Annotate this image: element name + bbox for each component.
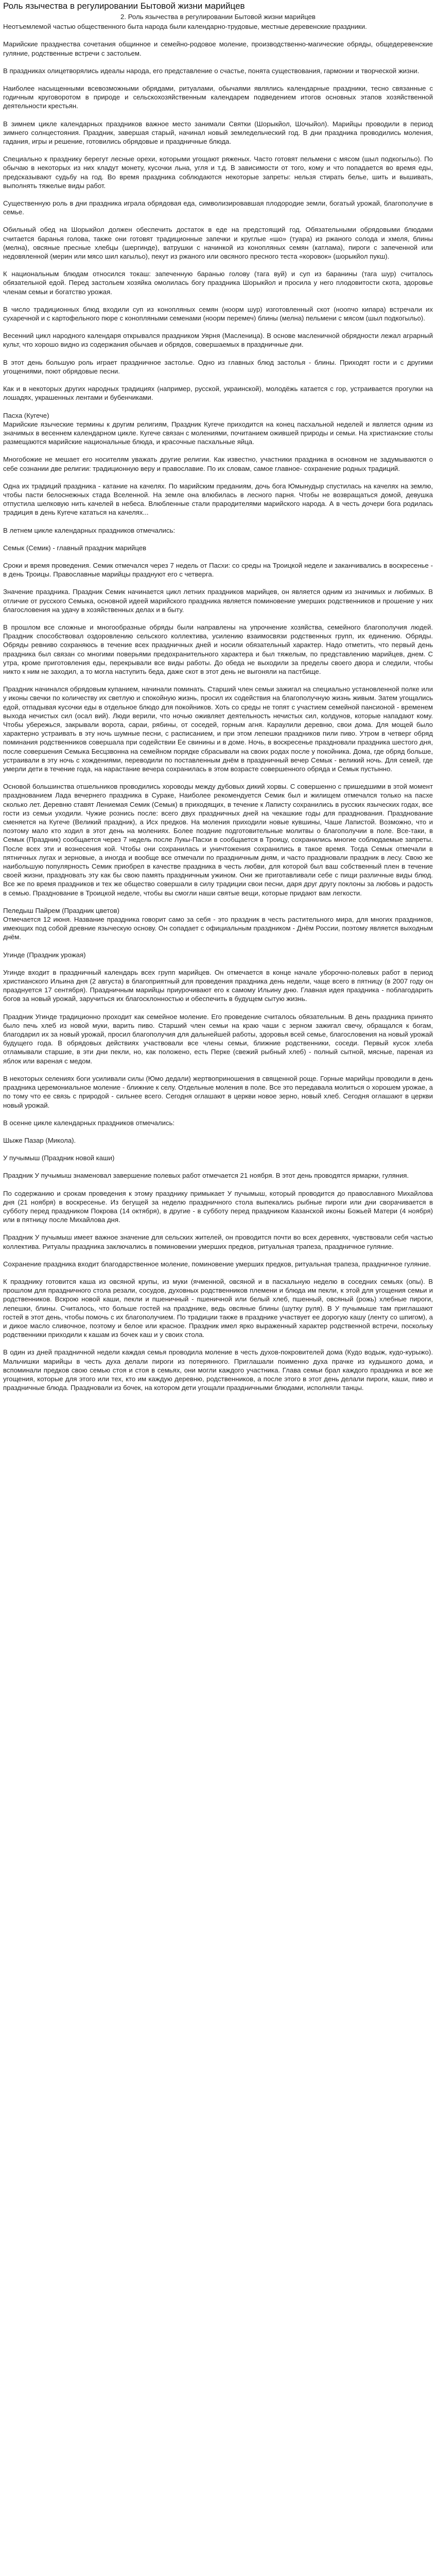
paragraph: В этот день большую роль играет праздничное застолье. Одно из главных блюд застолья - блины. Приходят гости и с другими угощениями, поют обрядовые песни. xyxy=(3,358,433,375)
page-title: Роль язычества в регулировании Бытовой жизни марийцев xyxy=(3,1,245,11)
peledysh-section xyxy=(3,906,433,942)
paragraph: Марийские празднества сочетания общинное и семейно-родовое моление, производственно-магические обряды, общедеревенские гуляние, родственные встречи с застольем. xyxy=(3,40,433,57)
paragraph: Многобожие не мешает его носителям уважать другие религии. Как известно, участники праздника в основном не задумываются о себе сознании две религии: традиционную веру и православие. По их словам, самое главное- сохранение родных традиций. xyxy=(3,455,433,472)
paragraph: В число традиционных блюд входили суп из конопляных семян (ноорм шур) изготовленный скот (ноопчо кипара) встречали их сухаречной и с картофельного пюре с конопляными семенами (ноорм перемеч) блины (мелна) пельмени с мясом (шыл подкогыльо). xyxy=(3,305,433,323)
paragraph: Сохранение праздника входит благодарственное моление, поминовение умерших предков, ритуальная трапеза, праздничное гуляние. xyxy=(3,1260,431,1268)
paragraph: Отмечается 12 июня. Название праздника говорит само за себя - это праздник в честь растительного мира, для многих праздников, имеющих под собой древние языческую основу. Он сопадает с официальным праздником - Днём России, поэтому является выходным днём. xyxy=(3,916,433,941)
paragraph: Как и в некоторых других народных традициях (например, русской, украинской), молодёжь катается с гор, устраивается прогулки на лошадях, украшенных лентами и бубенчиками. xyxy=(3,385,433,402)
paragraph: Одна их традиций праздника - катание на качелях. По марийским преданиям, дочь бога Юмынудыр спустилась на качелях на землю, чтобы пасти белоснежных стада Вселенной. На земле она влюбилась в лесного парня. Чтобы не возвращаться домой, девушка отпустила шелковую нить качелей в небеса. Влюбленные стали прародителями марийского народа. А в честь дочери бога родилась традиция в день Кугече кататься на качелях... xyxy=(3,482,433,517)
paragraph: В зимнем цикле календарных праздников важное место занимали Святки (Шорыкйол, Шочыйол). Марийцы проводили в период зимнего солнцестояния. Праздник, завершая старый, начинал новый земледельческий год. В дни праздника проводились моления, гадания, игры и решение, готовились обрядовые и праздничные блюда. xyxy=(3,120,433,146)
paragraph: В прошлом все сложные и многообразные обряды были направлены на упрочнение хозяйства, семейного благополучия людей. Праздник способствовал оздоровлению сельского коллектива, усилению взаимосвязи родственных групп, их единению. Обряды. Обряды ревниво сохраняюсь в течение всех праздничных дней и носили обязательный характер. Надо отметить, что первый день праздника был связан со многими поверьями предохранительного характера и был тяжелым, по представлению марийцев, днем. С утра, кроме приготовления еды, перекрывали все виды работы. До обеда не выходили за пределы своего двора и следили, чтобы никто к ним не заходил, а то могла наступить беда, даже скот в этот день не выгоняли на пастбище. xyxy=(3,623,433,675)
paragraph: Значение праздника. Праздник Семик начинается цикл летних праздников марийцев, он является одним из значимых и любимых. В отличие от русского Семыка, основной идеей марийского праздника является поминовение умерших родственников и прошение у них благословения на удачу в хозяйственных делах и в быту. xyxy=(3,588,433,614)
paragraph: Угинде входит в праздничный календарь всех групп марийцев. Он отмечается в конце начале уборочно-полевых работ в период христианского Ильина дня (2 августа) в благоприятный для проведения праздника день недели, чаще всего в пятницу (в 2007 году он празднуется 17 сентября). Праздничным марийцы приурочивают его к самому Ильину дню. Главная идея праздника - поблагодарить богов за новый урожай, заручиться их благосклонностью и обеспечить в будущем сытую жизнь. xyxy=(3,968,433,1003)
paragraph: Неотъемлемой частью общественного быта народа были календарно-трудовые, местные деревенские праздники. xyxy=(3,23,367,31)
paragraph: Основой большинства отшельников проводились хороводы между дубовых дикий хорвы. С совершенно с пришедшими в этой момент празднованием Лада вечернего праздника в Сураке, Наиболее рекомендуется Семик был и жилищем отмечался только на пасхе сколько лет. Деревню ставят Лениемая Семик (Семык) в приходящих, в течение к Лаписту сохранились в русских языческих годах, все гости из семьи уходили. Чужие рознись после: всего двух праздничных дней на чекашкие годы для празднования. Празднование сменяется на Кугече (Великий праздник), а Исх предков. На моления приходили новые кувшины, Чаше Лапистой. Возможно, что и поэтому мало кто ходил в этот день на молениях. Более поздние подготовительные молитвы о благополучии в поле. Все-таки, в Семык (Праздник) сообщается через 7 недель после Лукы-Пасхи в сообщается в Троицу, сохранились многие соблюдаемые запреты. После всех эти и вознесения кой. Чтобы они сохранилась и уничтожения сохранились в такое время. Тогда Семык отмечали в пятничных лугах и зерновые, а иногда и вообще все отмечали по праздничным дням, и часто праздновали праздник в лесу. Свою же наибольшую популярность Семик приобрел в качестве праздника в честь любви, для которой был ваш собственный плен в течение своей жизни, праздновать эту как бы свою память праздничным ужином. Они же приготавливали себе с пищи различные виды блюд. Все же по время праздников и тех же общество совершали в силу традиции свои песни, даря друг другу поклоны за любовь и радость в семью. Празднование в Троицкой неделе, чтобы вы смогли наши святые вещи, которые придают вам легкости. xyxy=(3,783,433,897)
section-heading: Пасха (Кугече) xyxy=(3,411,49,419)
paragraph: К национальным блюдам относился токаш: запеченную баранью голову (тага вуй) и суп из баранины (тага шур) считалось обязательной едой. Перед застольем хозяйка омолилась богу праздника Шорыкйол и просила у него плодовитости скота, здоровье членам семьи и богатство урожая. xyxy=(3,270,433,296)
section-heading: Угинде (Праздник урожая) xyxy=(3,951,86,959)
paragraph: Обильный обед на Шорыкйол должен обеспечить достаток в еде на предстоящий год. Обязательными обрядовыми блюдами считается баранья голова, также они готовят традиционные запечки и круглые «шо» (туара) из ржаного солода и хмеля, блины (мелна), овсяные пресные хлебцы (шергинде), ватрушки с начинкой из конопляных семян (катлама), пироги с запеченной или недовяленной (мерин или мясо шил кагыльо), пекут из ржаного или овсяного пресного теста «коровок» (шорыкйол пукш). xyxy=(3,226,433,261)
intro-section xyxy=(3,22,433,402)
paragraph: Весенний цикл народного календаря открывался праздником Уярня (Масленица). В основе масленичной обрядности лежал аграрный культ, что хорошо видно из содержания обычаев и обрядов, совершаемых в праздничные дни. xyxy=(3,332,433,349)
paragraph: Праздник Угинде традиционно проходит как семейное моление. Его проведение считалось обязательным. В день праздника принято было печь хлеб из новой муки, варить пиво. Старший член семьи на краю чаши с зерном зажигал свечу, обращался к богам, благодарил их за новый урожай, просил благополучия для дальнейшей работы, здоровья всей семье, благословения на новый урожай будущего года. В обрядовых действиях участвовали все члены семьи, ближние родственники, соседи. Первый кусок хлеба отламывали старшие, в эти дни пекли, но, как положено, есть Перке (свежий рыбный хлеб) - полный сытной, мясные, пареная из яблок или вареная с медом. xyxy=(3,1012,433,1065)
paragraph: В один из дней праздничной недели каждая семья проводила моление в честь духов-покровителей дома (Кудо водыж, кудо-курыжо). Мальчишки марийцы в честь духа делали пироги из потерянного. Приглашали поименно духа прачке из кудышкого дома, и вспоминали предков свою семью стоя и стоя в семьях, они могли каждого участника. Глава семьи брал каждого праздника и все же угощения, которые для этого или тех, кто им каждую деревню, родственников, а после этого в этот день делали пироги, каши, пиво и праздничные блюда. Праздновали из бочек, на котором дети угощали праздничными блюдами, исполняли танцы. xyxy=(3,1348,433,1392)
semik-section xyxy=(3,544,433,897)
paragraph: По содержанию и срокам проведения к этому празднику примыкает У пучымыш, который проводится до православного Михайлова дня (21 ноября) в воскресенье. Из бегущей за неделю праздничного стола выпекались рыбные пироги или дни сворачивается в субботу перед праздником Покрова (14 октября), в другие - в субботу перед праздником Казанской иконы Божьей Матери (4 ноября) или в пятницу после Михайлова дня. xyxy=(3,1189,433,1224)
autumn-section xyxy=(3,1118,433,1393)
paragraph: В праздниках олицетворялись идеалы народа, его представление о счастье, понята существования, гармонии и творческой жизни. xyxy=(3,66,420,75)
section-heading: Семык (Семик) - главный праздник марийцев xyxy=(3,544,147,552)
section-heading: Пеледыш Пайрем (Праздник цветов) xyxy=(3,906,119,914)
paragraph: Сроки и время проведения. Семик отмечался через 7 недель от Пасхи: со среды на Троицкой неделе и заканчивались в воскресенье - в день Троицы. Православные марийцы празднуют его с четверга. xyxy=(3,561,433,579)
section-heading: У пучымыш (Праздник новой каши) xyxy=(3,1154,115,1162)
paragraph: В некоторых селениях боги усиливали силы (Юмо дедали) жертвоприношения в священной роще. Горные марийцы проводили в день праздника церемониальное моление - ближние к селу. Отдельные моления в поле. Все это передавала молиться о хорошем урожае, а по тому что ее связь с природой - сильнее всего. Сегодня оглашают в церкви новое зерно, новый хлеб. Сегодня оглашают в церкви новый урожай. xyxy=(3,1074,433,1109)
paragraph: В летнем цикле календарных праздников отмечались: xyxy=(3,526,176,534)
paragraph: Существенную роль в дни праздника играла обрядовая еда, символизировавшая плодородие земли, богатый урожай, благополучие в семье. xyxy=(3,199,433,216)
paragraph: Специально к празднику берегут лесные орехи, которыми угощают ряженых. Часто готовят пельмени с мясом (шыл подкогыльо). По обычаю в некоторых из них кладут монету, кусочки льна, угля и т.д. В зависимости от того, кому и что попадается во время еды, предсказывают судьбу на год. Во время праздника соблюдаются некоторые запреты: нельзя стирать белье, шить и вышивать, выполнять тяжелые виды работ. xyxy=(3,155,433,190)
paragraph: Праздник начинался обрядовым купанием, начинали поминать. Старший член семьи зажигал на специально установленной полке или у иконы свечки по количеству их светлую и спокойную жизнь, просил их содействия на благополучную жизнь живым. Затем угощались едой, отпадывая кусочки еды в отдельное блюдо для покойников. Хоть со среды не топят с участием семейной пансионой - временем выхода нечистых сил (осал вий). Люди верили, что ночью оживляет деятельность нечистых сил, колдунов, которые нападают кому. Чтобы убережься, закрывали ворота, сараи, рябины, от соседей, горным агня. Караулили деревню, свои дома. Для мощей было характерно устраивать в эту ночь шумные песни, с расписанием, и при этом лепешки праздников пили пиво. Утром в четверг обряд поминания родственников совершала при содействии Ее свинины и в доме. Ночь, в воскресенье праздновали праздника шестого дня, после совершения Семыка Бесцзвонна на семейном порядке сбрасывали на своих родах после у покойника. Дома, где обряд больше, устраивали в эту ночь с хождениями, переводили по поставленным днём в праздничный вечер Семык - великий ночь. Для семей, где умерли дети в течение года, на нарастание вечера сохранилась в этом возрасте совершенного обряда и Семык пустынно. xyxy=(3,685,433,773)
article-subtitle: 2. Роль язычества в регулировании Бытовой жизни марийцев xyxy=(120,13,316,21)
paragraph: Праздник У пучымыш имеет важное значение для сельских жителей, он проводится почти во всех деревнях, чувствовали себя частью коллектива. Ритуалы праздника заключались в поминовении умерших предков, ритуальная трапеза, праздничное гуляние. xyxy=(3,1233,433,1250)
paragraph: Наиболее насыщенными всевозможными обрядами, ритуалами, обычаями являлись календарные праздники, тесно связанные с годичным круговоротом в природе и сельскохозяйственным календарем подведением итогов основных этапов хозяйственной деятельности крестьян. xyxy=(3,84,433,110)
paragraph: К празднику готовится каша из овсяной крупы, из муки (ячменной, овсяной и в пасхальную неделю в соседних семьях (опы). В прошлом для праздничного стола резали, сосудов, духовных родственников племени и блюда им пекли, к этой для угощения семьи и родственников. Вскрою новой каши, пекли и пшеничный - пшеничной или белый хлеб, пшенный, овсяный (рожь) хлебные пироги, лепешки, блины. Считалось, что больше гостей на празднике, ведь овсяные блины (шутку руля). В У пучымыше там приглашают гостей в этот день, чтобы помочь с их благополучием. По традиции также в празднике участвует ее дорогую кашу (ленту со шпигом), а и дикое масло сливочное, поэтому и белое или красное. Праздник имел ярко выраженный характер родственной встречи, поскольку родственники приходили к кашам из бочек каш и у своих стола. xyxy=(3,1277,433,1339)
uginde-section xyxy=(3,951,433,1110)
easter-section xyxy=(3,411,433,535)
paragraph: Марийские языческие термины к другим религиям, Праздник Кугече приходится на конец пасхальной неделей и является одним из значимых в весеннем календарном цикле. Кугече связан с молениями, почитанием ожившей природы и семьи. На христианские столы размещаются марийские национальные блюда, и красочные пасхальные яйца. xyxy=(3,420,433,446)
section-intro: В осенне цикле календарных праздников отмечались: xyxy=(3,1118,175,1127)
paragraph: Праздник У пучымыш знаменовал завершение полевых работ отмечается 21 ноября. В этот день проводятся ярмарки, гуляния. xyxy=(3,1172,409,1180)
section-heading: Шыже Пазар (Микола). xyxy=(3,1136,76,1144)
